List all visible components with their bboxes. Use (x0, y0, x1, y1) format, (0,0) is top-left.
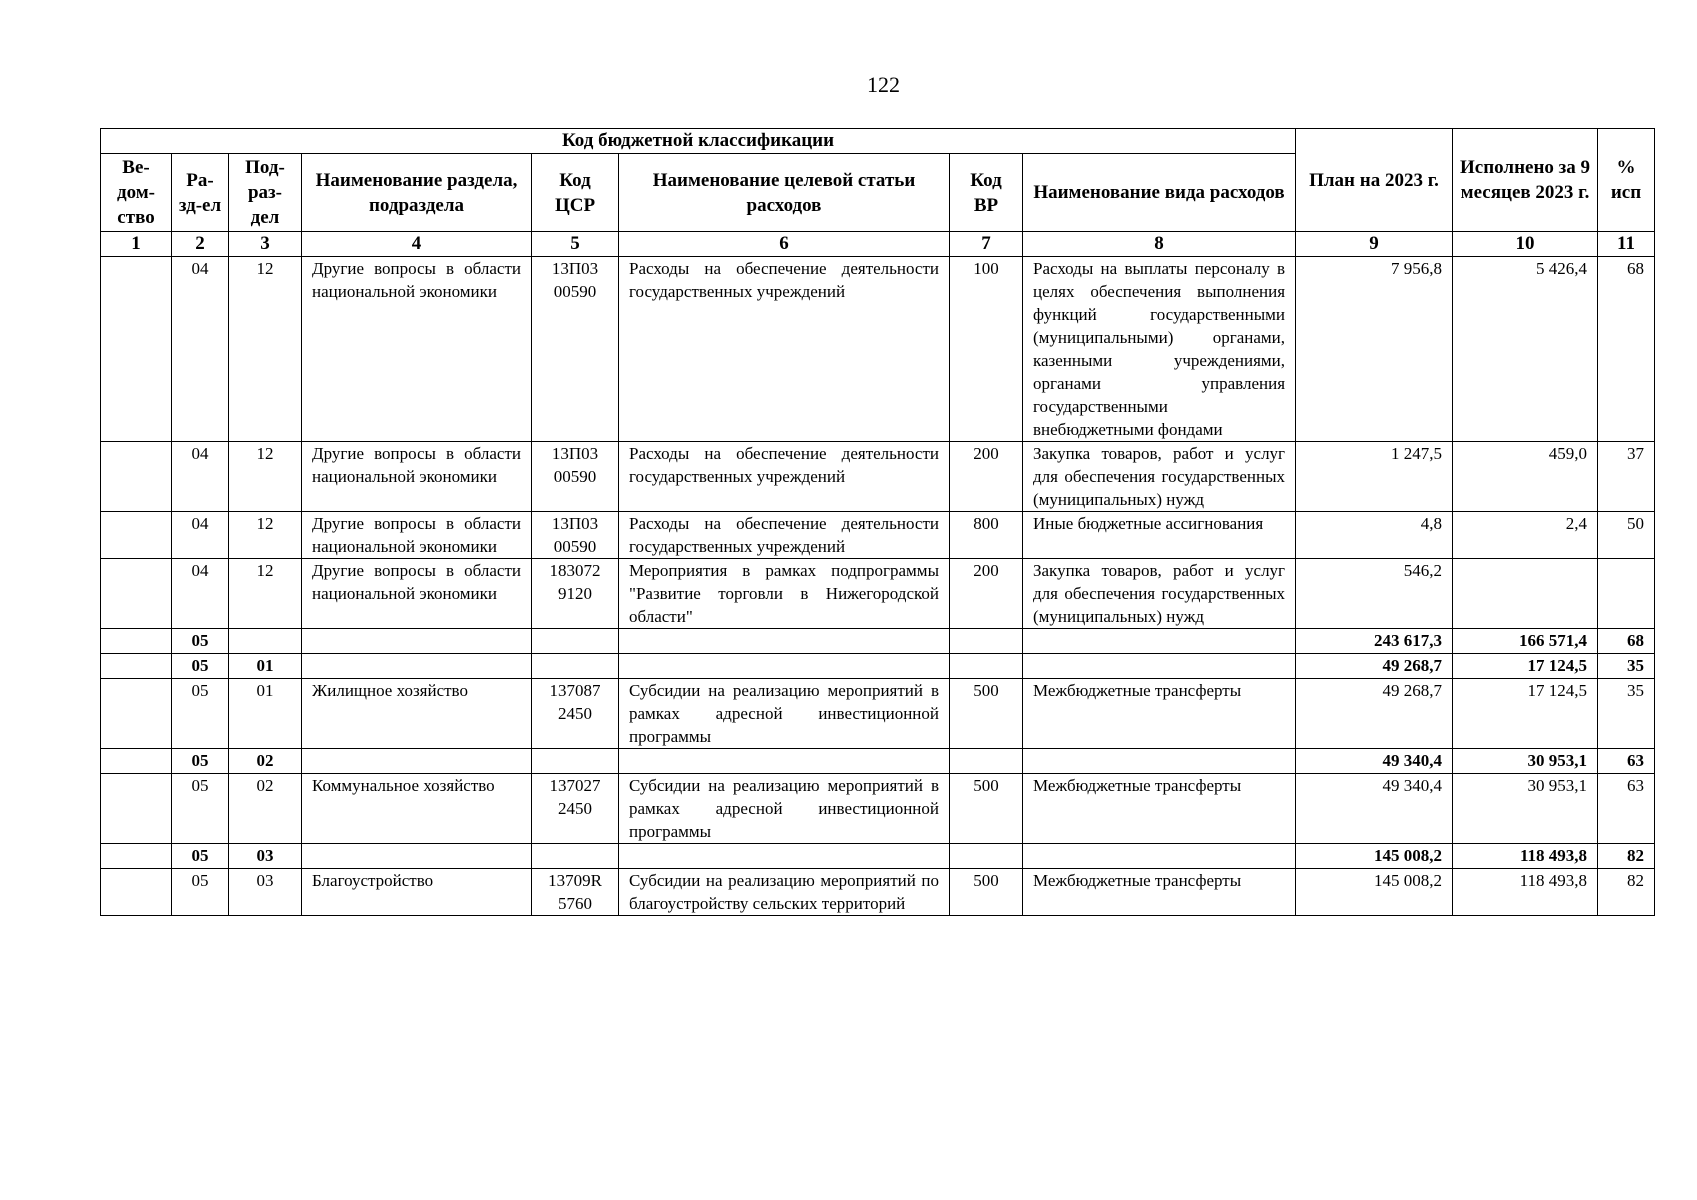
section-name-cell: Другие вопросы в области национальной экономики (302, 257, 532, 442)
plan-amount-cell: 4,8 (1296, 512, 1453, 559)
percent-header: % исп (1598, 129, 1655, 232)
expense-type-code-cell: 200 (950, 442, 1023, 512)
expense-type-name-cell: Иные бюджетные ассигнования (1023, 512, 1296, 559)
percent-cell: 37 (1598, 442, 1655, 512)
section-name-header: Наименование раздела, подраздела (302, 154, 532, 232)
plan-amount-cell: 145 008,2 (1296, 844, 1453, 869)
executed-amount-cell: 459,0 (1453, 442, 1598, 512)
department-cell (101, 442, 172, 512)
target-code-cell: 13П03 00590 (532, 442, 619, 512)
target-name-header: Наименование целевой статьи расходов (619, 154, 950, 232)
executed-amount-cell: 118 493,8 (1453, 844, 1598, 869)
expense-type-name-cell: Закупка товаров, работ и услуг для обеспечения государственных (муниципальных) нужд (1023, 559, 1296, 629)
executed-amount-cell: 30 953,1 (1453, 774, 1598, 844)
target-name-cell: Мероприятия в рамках подпрограммы "Развитие торговли в Нижегородской области" (619, 559, 950, 629)
expense-type-code-cell (950, 654, 1023, 679)
percent-cell: 68 (1598, 629, 1655, 654)
table-row (101, 512, 1655, 559)
department-cell (101, 844, 172, 869)
executed-amount-cell: 118 493,8 (1453, 869, 1598, 916)
target-name-cell: Субсидии на реализацию мероприятий по благоустройству сельских территорий (619, 869, 950, 916)
percent-cell (1598, 559, 1655, 629)
subtotal-row (101, 629, 1655, 654)
column-number: 3 (229, 232, 302, 257)
section-code-cell: 04 (172, 442, 229, 512)
subtotal-row (101, 844, 1655, 869)
section-code-cell: 05 (172, 844, 229, 869)
expense-type-name-cell: Расходы на выплаты персоналу в целях обеспечения выполнения функций государственными (муниципальными) органами, казенными учреждениями, органами управления государственными внебюджетными фондами (1023, 257, 1296, 442)
subsection-code-cell: 03 (229, 869, 302, 916)
target-name-cell: Расходы на обеспечение деятельности государственных учреждений (619, 257, 950, 442)
subsection-code-cell: 12 (229, 512, 302, 559)
section-name-cell: Жилищное хозяйство (302, 679, 532, 749)
section-code-cell: 05 (172, 679, 229, 749)
department-cell (101, 512, 172, 559)
executed-amount-cell: 166 571,4 (1453, 629, 1598, 654)
section-code-cell: 05 (172, 749, 229, 774)
section-header: Ра-зд-ел (172, 154, 229, 232)
table-row (101, 774, 1655, 844)
column-number: 5 (532, 232, 619, 257)
percent-cell: 50 (1598, 512, 1655, 559)
target-code-cell: 137027 2450 (532, 774, 619, 844)
percent-cell: 35 (1598, 654, 1655, 679)
target-name-cell (619, 844, 950, 869)
column-number: 9 (1296, 232, 1453, 257)
percent-cell: 82 (1598, 844, 1655, 869)
percent-cell: 82 (1598, 869, 1655, 916)
table-row (101, 869, 1655, 916)
section-name-cell (302, 749, 532, 774)
department-header: Ве-дом-ство (101, 154, 172, 232)
section-name-cell (302, 844, 532, 869)
target-code-cell: 13П03 00590 (532, 257, 619, 442)
section-code-cell: 05 (172, 774, 229, 844)
subtotal-row (101, 654, 1655, 679)
expense-type-code-cell: 500 (950, 679, 1023, 749)
target-code-cell (532, 749, 619, 774)
column-number: 10 (1453, 232, 1598, 257)
plan-header: План на 2023 г. (1296, 129, 1453, 232)
subsection-code-cell: 03 (229, 844, 302, 869)
subsection-code-cell: 02 (229, 749, 302, 774)
expense-type-code-cell (950, 629, 1023, 654)
department-cell (101, 869, 172, 916)
plan-amount-cell: 7 956,8 (1296, 257, 1453, 442)
target-name-cell (619, 629, 950, 654)
subsection-code-cell (229, 629, 302, 654)
department-cell (101, 257, 172, 442)
expense-type-code-cell (950, 844, 1023, 869)
plan-amount-cell: 49 268,7 (1296, 679, 1453, 749)
department-cell (101, 774, 172, 844)
expense-type-code-header: Код ВР (950, 154, 1023, 232)
target-name-cell: Расходы на обеспечение деятельности государственных учреждений (619, 512, 950, 559)
subsection-code-cell: 02 (229, 774, 302, 844)
percent-cell: 63 (1598, 749, 1655, 774)
plan-amount-cell: 49 340,4 (1296, 749, 1453, 774)
expense-type-code-cell (950, 749, 1023, 774)
section-name-cell (302, 629, 532, 654)
section-code-cell: 04 (172, 512, 229, 559)
table-header (101, 129, 1655, 257)
subsection-code-cell: 12 (229, 442, 302, 512)
section-name-cell: Благоустройство (302, 869, 532, 916)
plan-amount-cell: 49 268,7 (1296, 654, 1453, 679)
expense-type-code-cell: 500 (950, 869, 1023, 916)
target-name-cell (619, 654, 950, 679)
table-row (101, 442, 1655, 512)
expense-type-code-cell: 500 (950, 774, 1023, 844)
executed-header: Исполнено за 9 месяцев 2023 г. (1453, 129, 1598, 232)
target-code-cell: 13709R 5760 (532, 869, 619, 916)
department-cell (101, 559, 172, 629)
header-row-top (101, 129, 1655, 154)
expense-type-code-cell: 800 (950, 512, 1023, 559)
section-code-cell: 05 (172, 629, 229, 654)
expense-type-name-cell: Закупка товаров, работ и услуг для обеспечения государственных (муниципальных) нужд (1023, 442, 1296, 512)
target-code-cell: 183072 9120 (532, 559, 619, 629)
target-code-header: Код ЦСР (532, 154, 619, 232)
column-number: 11 (1598, 232, 1655, 257)
target-name-cell: Расходы на обеспечение деятельности государственных учреждений (619, 442, 950, 512)
subsection-code-cell: 12 (229, 257, 302, 442)
department-cell (101, 679, 172, 749)
column-number-row (101, 232, 1655, 257)
target-name-cell (619, 749, 950, 774)
expense-type-code-cell: 200 (950, 559, 1023, 629)
target-name-cell: Субсидии на реализацию мероприятий в рамках адресной инвестиционной программы (619, 679, 950, 749)
section-code-cell: 05 (172, 869, 229, 916)
target-code-cell: 13П03 00590 (532, 512, 619, 559)
target-code-cell (532, 654, 619, 679)
table-body (101, 257, 1655, 916)
plan-amount-cell: 243 617,3 (1296, 629, 1453, 654)
target-code-cell: 137087 2450 (532, 679, 619, 749)
section-name-cell: Другие вопросы в области национальной экономики (302, 512, 532, 559)
section-code-cell: 04 (172, 257, 229, 442)
expense-type-name-cell (1023, 654, 1296, 679)
percent-cell: 35 (1598, 679, 1655, 749)
executed-amount-cell: 17 124,5 (1453, 679, 1598, 749)
percent-cell: 63 (1598, 774, 1655, 844)
department-cell (101, 629, 172, 654)
target-code-cell (532, 844, 619, 869)
expense-type-code-cell: 100 (950, 257, 1023, 442)
subtotal-row (101, 749, 1655, 774)
executed-amount-cell: 5 426,4 (1453, 257, 1598, 442)
target-code-cell (532, 629, 619, 654)
column-number: 4 (302, 232, 532, 257)
percent-cell: 68 (1598, 257, 1655, 442)
section-code-cell: 05 (172, 654, 229, 679)
section-name-cell (302, 654, 532, 679)
section-name-cell: Другие вопросы в области национальной экономики (302, 559, 532, 629)
expense-type-name-cell: Межбюджетные трансферты (1023, 774, 1296, 844)
subsection-code-cell: 01 (229, 654, 302, 679)
expense-type-name-cell (1023, 749, 1296, 774)
department-cell (101, 749, 172, 774)
subsection-code-cell: 12 (229, 559, 302, 629)
expense-type-name-cell: Межбюджетные трансферты (1023, 869, 1296, 916)
section-code-cell: 04 (172, 559, 229, 629)
column-number: 1 (101, 232, 172, 257)
table-row (101, 559, 1655, 629)
section-name-cell: Другие вопросы в области национальной экономики (302, 442, 532, 512)
table-row (101, 257, 1655, 442)
target-name-cell: Субсидии на реализацию мероприятий в рамках адресной инвестиционной программы (619, 774, 950, 844)
column-number: 8 (1023, 232, 1296, 257)
plan-amount-cell: 49 340,4 (1296, 774, 1453, 844)
plan-amount-cell: 1 247,5 (1296, 442, 1453, 512)
budget-table (100, 128, 1655, 916)
executed-amount-cell: 2,4 (1453, 512, 1598, 559)
executed-amount-cell: 30 953,1 (1453, 749, 1598, 774)
department-cell (101, 654, 172, 679)
expense-type-name-cell (1023, 629, 1296, 654)
budget-classification-header: Код бюджетной классификации (101, 129, 1296, 154)
subsection-header: Под-раз-дел (229, 154, 302, 232)
executed-amount-cell: 17 124,5 (1453, 654, 1598, 679)
page-number: 122 (867, 72, 900, 97)
column-number: 7 (950, 232, 1023, 257)
table-row (101, 679, 1655, 749)
plan-amount-cell: 145 008,2 (1296, 869, 1453, 916)
executed-amount-cell (1453, 559, 1598, 629)
column-number: 2 (172, 232, 229, 257)
subsection-code-cell: 01 (229, 679, 302, 749)
section-name-cell: Коммунальное хозяйство (302, 774, 532, 844)
plan-amount-cell: 546,2 (1296, 559, 1453, 629)
column-number: 6 (619, 232, 950, 257)
expense-type-name-header: Наименование вида расходов (1023, 154, 1296, 232)
expense-type-name-cell (1023, 844, 1296, 869)
expense-type-name-cell: Межбюджетные трансферты (1023, 679, 1296, 749)
